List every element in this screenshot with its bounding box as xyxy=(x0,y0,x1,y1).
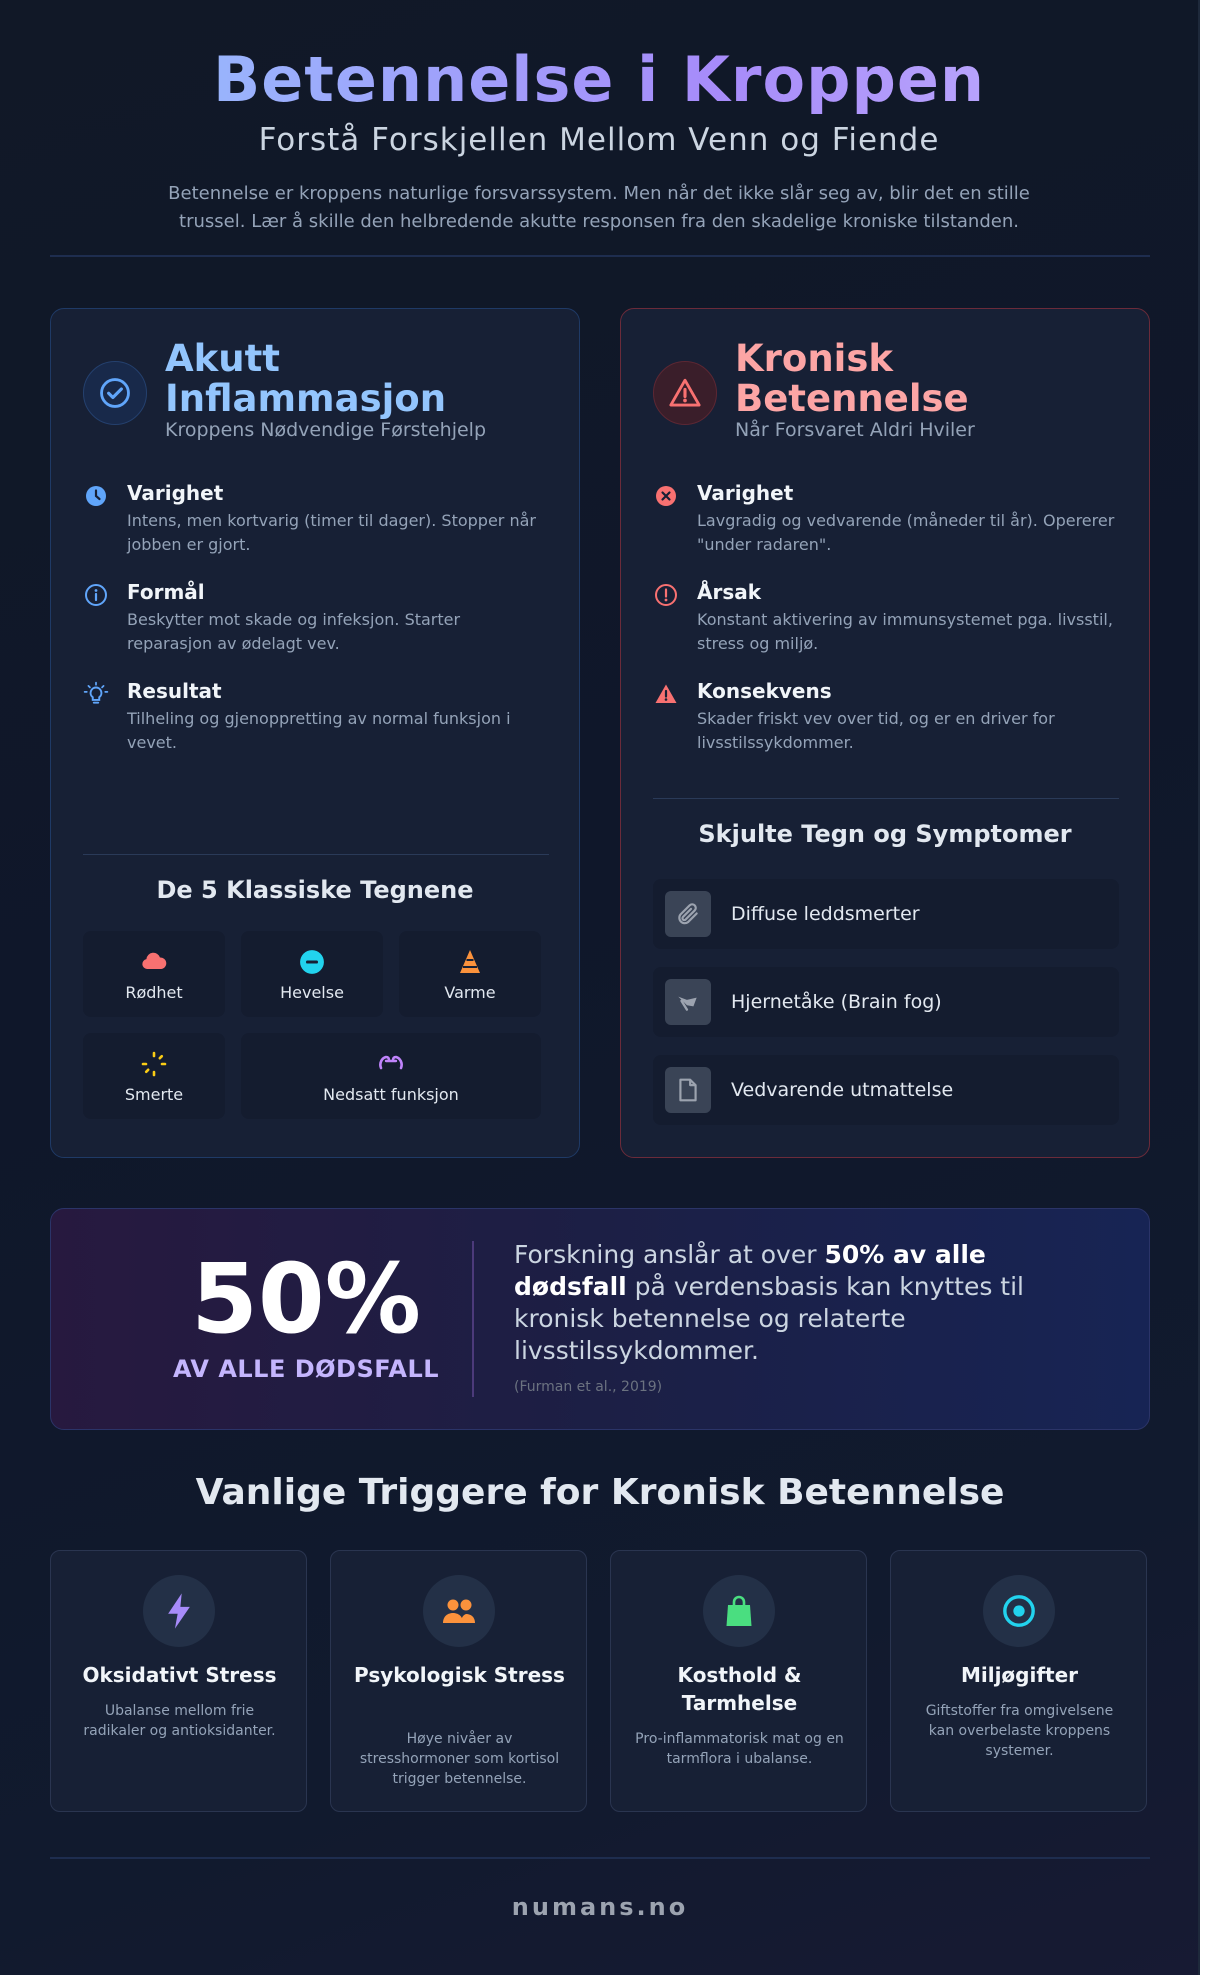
symptoms-heading: Skjulte Tegn og Symptomer xyxy=(698,820,1072,848)
header xyxy=(0,0,1198,236)
x-circle-icon xyxy=(653,483,679,509)
acute-feature-purpose xyxy=(83,580,553,660)
stat-text-after: på verdensbasis kan knyttes til kronisk betennelse og relaterte livsstilssykdommer. xyxy=(514,1272,1024,1365)
feature-title: Varighet xyxy=(127,481,224,505)
chronic-title: Kronisk Betennelse xyxy=(735,337,969,420)
minus-circle-icon xyxy=(299,947,325,977)
sign-label: Varme xyxy=(444,982,496,1002)
header-divider xyxy=(50,255,1150,257)
stat-banner xyxy=(50,1208,1150,1430)
feature-text: Beskytter mot skade og infeksjon. Starter reparasjon av ødelagt vev. xyxy=(127,610,461,653)
people-icon xyxy=(423,1575,495,1647)
symptom-label: Diffuse leddsmerter xyxy=(731,903,920,925)
symptom-label: Vedvarende utmattelse xyxy=(731,1079,954,1101)
trigger-text: Giftstoffer fra omgivelsene kan overbelaste kroppens systemer. xyxy=(925,1703,1114,1759)
footer-brand[interactable]: numans.no xyxy=(511,1893,689,1921)
trigger-title: Miljøgifter xyxy=(960,1663,1079,1687)
check-circle-icon xyxy=(83,361,147,425)
main-title: Betennelse i Kroppen xyxy=(0,42,1198,118)
trigger-card xyxy=(330,1550,587,1812)
shopping-bag-icon xyxy=(703,1575,775,1647)
feature-title: Varighet xyxy=(697,481,794,505)
feature-title: Årsak xyxy=(697,580,762,604)
trigger-title: Kosthold & Tarmhelse xyxy=(677,1663,802,1715)
lightning-icon xyxy=(143,1575,215,1647)
sign-label: Nedsatt funksjon xyxy=(323,1084,459,1104)
chronic-feature-consequence xyxy=(653,679,1123,759)
feature-text: Konstant aktivering av immunsystemet pga. livsstil, stress og miljø. xyxy=(697,610,1113,653)
stat-caption: AV ALLE DØDSFALL xyxy=(172,1355,440,1383)
exclamation-circle-icon xyxy=(653,582,679,608)
symptom-item xyxy=(653,967,1119,1037)
symptom-item xyxy=(653,1055,1119,1125)
trigger-text: Høye nivåer av stresshormoner som kortisol trigger betennelse. xyxy=(359,1731,560,1787)
chronic-feature-cause xyxy=(653,580,1123,660)
acute-subtitle: Kroppens Nødvendige Førstehjelp xyxy=(165,419,487,441)
feature-text: Tilheling og gjenoppretting av normal funksjon i vevet. xyxy=(127,709,511,752)
stat-text-before: Forskning anslår at over xyxy=(514,1240,825,1269)
eye-icon xyxy=(983,1575,1055,1647)
acute-card xyxy=(50,308,580,1158)
trigger-title: Psykologisk Stress xyxy=(354,1663,565,1687)
trigger-card xyxy=(890,1550,1147,1812)
main-subtitle: Forstå Forskjellen Mellom Venn og Fiende xyxy=(258,122,940,158)
feature-text: Skader friskt vev over tid, og er en driver for livsstilssykdommer. xyxy=(697,709,1055,752)
feature-title: Resultat xyxy=(127,679,222,703)
feature-title: Konsekvens xyxy=(697,679,832,703)
symptom-label: Hjernetåke (Brain fog) xyxy=(731,991,942,1013)
trigger-card xyxy=(50,1550,307,1812)
brain-fog-icon xyxy=(665,979,711,1025)
chronic-inner-divider xyxy=(653,798,1119,799)
lightbulb-icon xyxy=(83,681,109,707)
intro-text: Betennelse er kroppens naturlige forsvarssystem. Men når det ikke slår seg av, blir det en stille trussel. Lær å skille den helbredende akutte responsen fra den skadelige kroniske tilstanden. xyxy=(168,183,1030,232)
acute-feature-duration xyxy=(83,481,553,561)
acute-title: Akutt Inflammasjon xyxy=(165,337,447,420)
feature-text: Lavgradig og vedvarende (måneder til år). Opererer "under radaren". xyxy=(697,511,1115,554)
stat-citation: (Furman et al., 2019) xyxy=(514,1379,663,1395)
document-icon xyxy=(665,1067,711,1113)
sign-label: Smerte xyxy=(124,1084,184,1104)
spinner-icon xyxy=(140,1049,168,1079)
cone-icon xyxy=(457,947,483,977)
info-icon xyxy=(83,582,109,608)
stat-divider xyxy=(472,1241,474,1397)
sign-reduced-function xyxy=(241,1033,541,1119)
trigger-title: Oksidativt Stress xyxy=(82,1663,277,1687)
chronic-subtitle: Når Forsvaret Aldri Hviler xyxy=(735,419,975,441)
stat-text xyxy=(514,1239,1074,1367)
paperclip-icon xyxy=(665,891,711,937)
footer-divider xyxy=(50,1857,1150,1859)
stat-text-bold: 50% av alle dødsfall xyxy=(514,1240,986,1301)
chronic-card xyxy=(620,308,1150,1158)
feature-text: Intens, men kortvarig (timer til dager). Stopper når jobben er gjort. xyxy=(127,511,536,554)
sign-pain xyxy=(83,1033,225,1119)
acute-feature-result xyxy=(83,679,553,759)
clock-icon xyxy=(83,483,109,509)
symptom-item xyxy=(653,879,1119,949)
trigger-text: Ubalanse mellom frie radikaler og antioksidanter. xyxy=(83,1703,276,1739)
trigger-card xyxy=(610,1550,867,1812)
feature-title: Formål xyxy=(127,580,205,604)
warning-triangle-icon xyxy=(653,681,679,707)
sign-label: Hevelse xyxy=(280,982,344,1002)
sign-heat xyxy=(399,931,541,1017)
trigger-text: Pro-inflammatorisk mat og en tarmflora i ubalanse. xyxy=(635,1731,844,1767)
stat-number: 50% xyxy=(191,1243,421,1355)
triggers-heading: Vanlige Triggere for Kronisk Betennelse xyxy=(195,1472,1005,1513)
sign-label: Rødhet xyxy=(125,982,183,1002)
arms-icon xyxy=(376,1049,406,1079)
warning-triangle-icon xyxy=(653,361,717,425)
chronic-feature-duration xyxy=(653,481,1123,561)
signs-heading: De 5 Klassiske Tegnene xyxy=(156,876,474,904)
acute-inner-divider xyxy=(83,854,549,855)
cloud-icon xyxy=(140,947,168,977)
sign-redness xyxy=(83,931,225,1017)
sign-swelling xyxy=(241,931,383,1017)
